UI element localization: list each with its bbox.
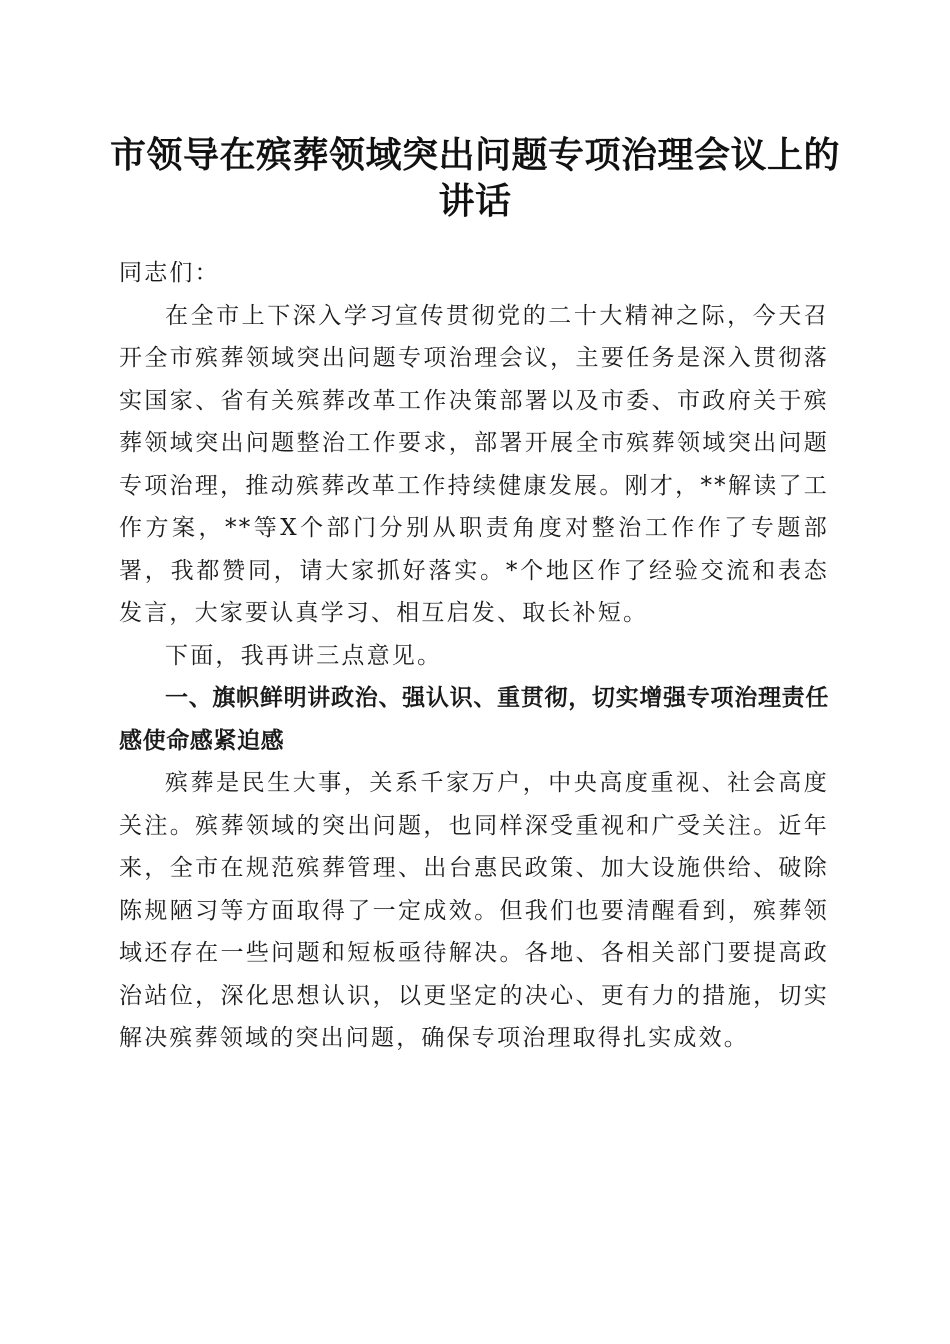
salutation: 同志们： [119, 260, 220, 286]
document-title-line-1: 市领导在殡葬领域突出问题专项治理会议上的 [109, 134, 840, 176]
paragraph-transition: 下面，我再讲三点意见。 [165, 642, 443, 669]
section-1-heading: 一、旗帜鲜明讲政治、强认识、重贯彻，切实增强专项治理责任感使命感紧迫感 [119, 685, 829, 754]
document-body [119, 252, 829, 1060]
document-title [100, 132, 850, 224]
section-1-paragraph: 殡葬是民生大事，关系千家万户，中央高度重视、社会高度关注。殡葬领域的突出问题，也同样深受重视和广受关注。近年来，全市在规范殡葬管理、出台惠民政策、加大设施供给、破除陈规陋习等方面取得了一定成效。但我们也要清醒看到，殡葬领域还存在一些问题和短板亟待解决。各地、各相关部门要提高政治站位，深化思想认识，以更坚定的决心、更有力的措施，切实解决殡葬领域的突出问题，确保专项治理取得扎实成效。 [119, 770, 829, 1051]
document-title-line-2: 讲话 [438, 180, 512, 222]
paragraph-opening: 在全市上下深入学习宣传贯彻党的二十大精神之际，今天召开全市殡葬领域突出问题专项治理会议，主要任务是深入贯彻落实国家、省有关殡葬改革工作决策部署以及市委、市政府关于殡葬领域突出问题整治工作要求，部署开展全市殡葬领域突出问题专项治理，推动殡葬改革工作持续健康发展。刚才，**解读了工作方案，**等X个部门分别从职责角度对整治工作作了专题部署，我都赞同，请大家抓好落实。*个地区作了经验交流和表态发言，大家要认真学习、相互启发、取长补短。 [119, 302, 829, 626]
